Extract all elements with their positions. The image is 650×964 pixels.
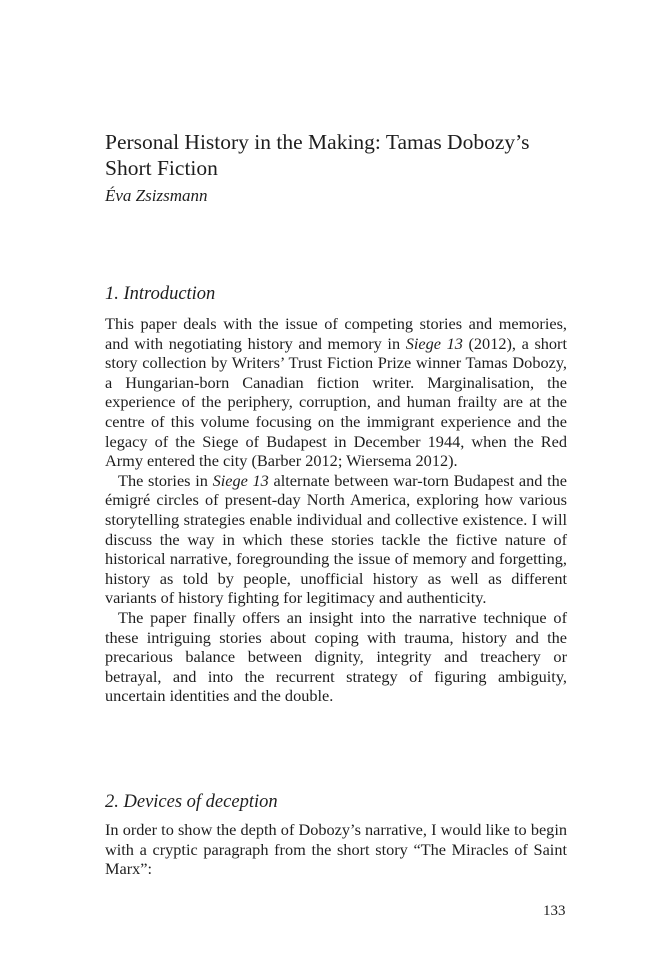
section-body-introduction	[105, 314, 567, 706]
work-title: Siege 13	[405, 333, 463, 353]
paragraph-text: The stories in	[118, 470, 213, 490]
paragraph: The paper finally offers an insight into the narrative technique of these intriguing stories about coping with trauma, history and the precarious balance between dignity, integrity and treachery or betrayal, and into the recurrent strategy of figuring ambiguity, uncertain identities and the double.	[105, 607, 567, 706]
section-heading-introduction: 1. Introduction	[105, 284, 216, 304]
section-body-devices-of-deception	[105, 820, 567, 879]
paper-title: Personal History in the Making: Tamas Dobozy’s Short Fiction	[105, 130, 530, 180]
paragraph-text: (2012), a short story collection by Writers’ Trust Fiction Prize winner Tamas Dobozy, a Hungarian-born Canadian fiction writer. Marginalisation, the experience of the periphery, corruption, and human frailty are at the centre of this volume focusing on the immigrant experience and the legacy of the Siege of Budapest in December 1944, when the Red Army entered the city (Barber 2012; Wiersema 2012).	[105, 333, 568, 471]
page-number: 133	[543, 903, 566, 919]
paragraph: In order to show the depth of Dobozy’s narrative, I would like to begin with a cryptic paragraph from the short story “The Miracles of Saint Marx”:	[105, 820, 567, 879]
work-title: Siege 13	[212, 470, 269, 490]
paragraph-text: alternate between war-torn Budapest and the émigré circles of present-day North America, exploring how various storytelling strategies enable individual and collective existence. I will discuss the way in which these stories tackle the fictive nature of historical narrative, foregrounding the issue of memory and forgetting, history as told by people, unofficial history as well as different variants of history fighting for legitimacy and authenticity.	[105, 470, 568, 608]
paragraph	[105, 471, 567, 608]
paragraph	[105, 314, 567, 471]
section-heading-devices-of-deception: 2. Devices of deception	[105, 792, 278, 812]
author-name: Éva Zsizsmann	[105, 186, 208, 205]
paragraph-text: This paper deals with the issue of competing stories and memories, and with negotiating history and memory in	[105, 314, 567, 353]
